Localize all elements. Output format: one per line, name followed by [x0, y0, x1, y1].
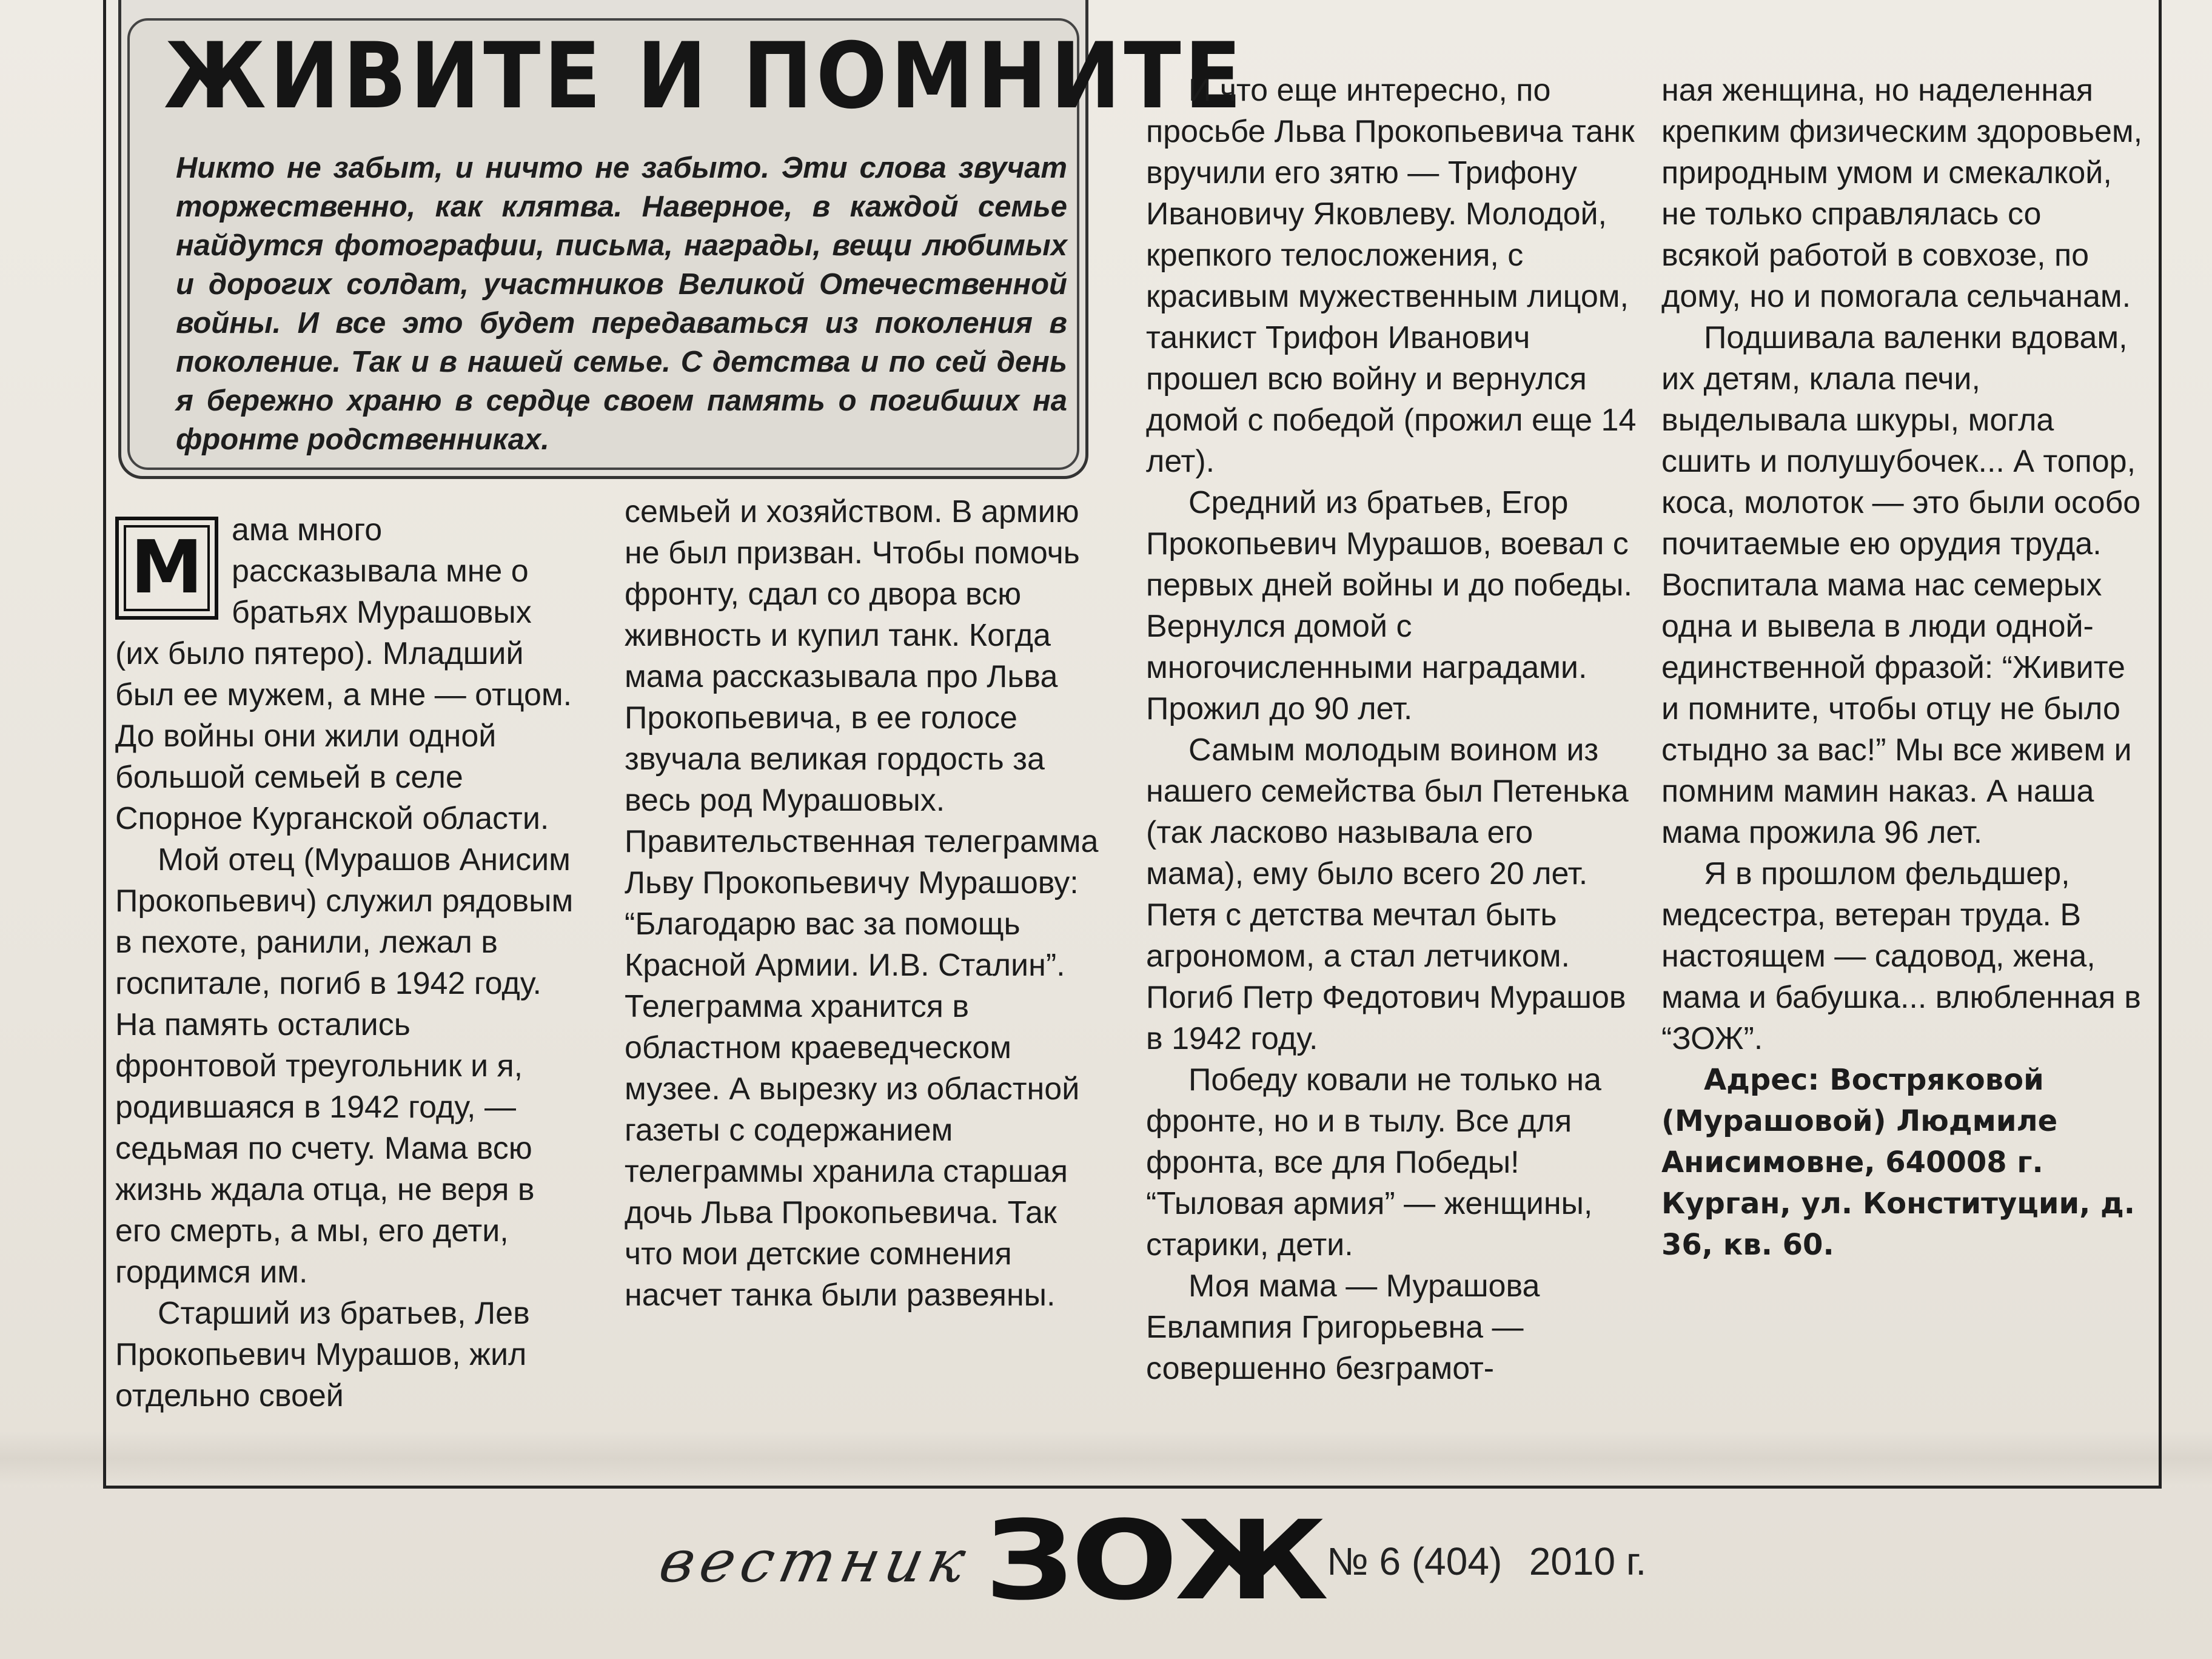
column-4: [1661, 70, 2147, 1265]
paragraph: ама много рассказывала мне о братьях Мурашовых (их было пятеро). Младший был ее мужем, а мне — отцом. До войны они жили одной большой семьей в селе Спорное Курганской области.: [115, 512, 572, 836]
paragraph: Самым молодым воином из нашего семейства был Петенька (так ласково называла его мама), ему было всего 20 лет. Петя с детства мечтал быть агрономом, а стал летчиком. Погиб Петр Федотович Мурашов в 1942 году.: [1146, 732, 1629, 1056]
paragraph: Мой отец (Мурашов Анисим Прокопьевич) служил рядовым в пехоте, ранили, лежал в госпитале, погиб в 1942 году. На память остались фронтовой треугольник и я, родившаяся в 1942 году, — седьмая по счету. Мама всю жизнь ждала отца, не веря в его смерть, а мы, его дети, гордимся им.: [115, 842, 574, 1290]
article-lead: Никто не забыт, и ничто не забыто. Эти слова звучат торжественно, как клятва. Наверное, в каждой семье найдутся фотографии, письма, награды, вещи любимых и дорогих солдат, участников Великой Отечественной войны. И все это будет передаваться из поколения в поколение. Так и в нашей семье. С детства и по сей день я бережно храню в сердце своем память о погибших на фронте родственниках.: [176, 152, 1067, 456]
paragraph: Моя мама — Мурашова Евлампия Григорьевна — совершенно безграмот-: [1146, 1269, 1540, 1386]
column-2: [625, 491, 1110, 1316]
paragraph: Победу ковали не только на фронте, но и в тылу. Все для фронта, все для Победы! “Тыловая армия” — женщины, старики, дети.: [1146, 1062, 1601, 1262]
newspaper-footer: [654, 1498, 1692, 1624]
drop-cap: [115, 517, 218, 620]
paragraph: Подшивала валенки вдовам, их детям, клала печи, выделывала шкуры, могла сшить и полушубочек... А топор, коса, молоток — это были особо почитаемые ею орудия труда. Воспитала мама нас семерых одна и вывела в люди одной-единственной фразой: “Живите и помните, чтобы отцу не было стыдно за вас!” Мы все живем и помним мамин наказ. А наша мама прожила 96 лет.: [1661, 320, 2141, 850]
author-address: Адрес: Востряковой (Мурашовой) Людмиле Анисимовне, 640008 г. Курган, ул. Конституции, д. 36, кв. 60.: [1661, 1063, 2136, 1262]
paragraph: Я в прошлом фельдшер, медсестра, ветеран труда. В настоящем — садовод, жена, мама и бабушка... влюбленная в “ЗОЖ”.: [1661, 856, 2141, 1056]
issue-number: № 6 (404): [1327, 1539, 1503, 1583]
paragraph: семьей и хозяйством. В армию не был призван. Чтобы помочь фронту, сдал со двора всю живность и купил танк. Когда мама рассказывала про Льва Прокопьевича, в ее голосе звучала великая гордость за весь род Мурашовых. Правительственная телеграмма Льву Прокопьевичу Мурашову: “Благодарю вас за помощь Красной Армии. И.В. Сталин”. Телеграмма хранится в областном краеведческом музее. А вырезку из областной газеты с содержанием телеграммы хранила старшая дочь Льва Прокопьевича. Так что мои детские сомнения насчет танка были развеяны.: [625, 494, 1099, 1313]
paragraph: Средний из братьев, Егор Прокопьевич Мурашов, воевал с первых дней войны и до победы. Вернулся домой с многочисленными наградами. Прожил до 90 лет.: [1146, 485, 1632, 726]
column-1: [115, 509, 576, 1416]
brand-logo: ЗОЖ: [985, 1498, 1326, 1624]
article-title: ЖИВИТЕ И ПОМНИТЕ: [164, 24, 1245, 129]
paragraph: Старший из братьев, Лев Прокопьевич Мурашов, жил отдельно своей: [115, 1296, 530, 1413]
drop-cap-letter: М: [124, 525, 210, 611]
paragraph: И что еще интересно, по просьбе Льва Прокопьевича танк вручили его зятю — Трифону Ивановичу Яковлеву. Молодой, крепкого телосложения, с красивым мужественным лицом, танкист Трифон Иванович прошел всю войну и вернулся домой с победой (прожил еще 14 лет).: [1146, 73, 1637, 479]
column-3: [1146, 70, 1637, 1389]
paragraph: ная женщина, но наделенная крепким физическим здоровьем, природным умом и смекалкой, не только справлялась со всякой работой в совхозе, по дому, но и помогала сельчанам.: [1661, 73, 2143, 314]
brand-script: вестник: [654, 1527, 977, 1595]
issue-year: 2010 г.: [1529, 1539, 1647, 1583]
